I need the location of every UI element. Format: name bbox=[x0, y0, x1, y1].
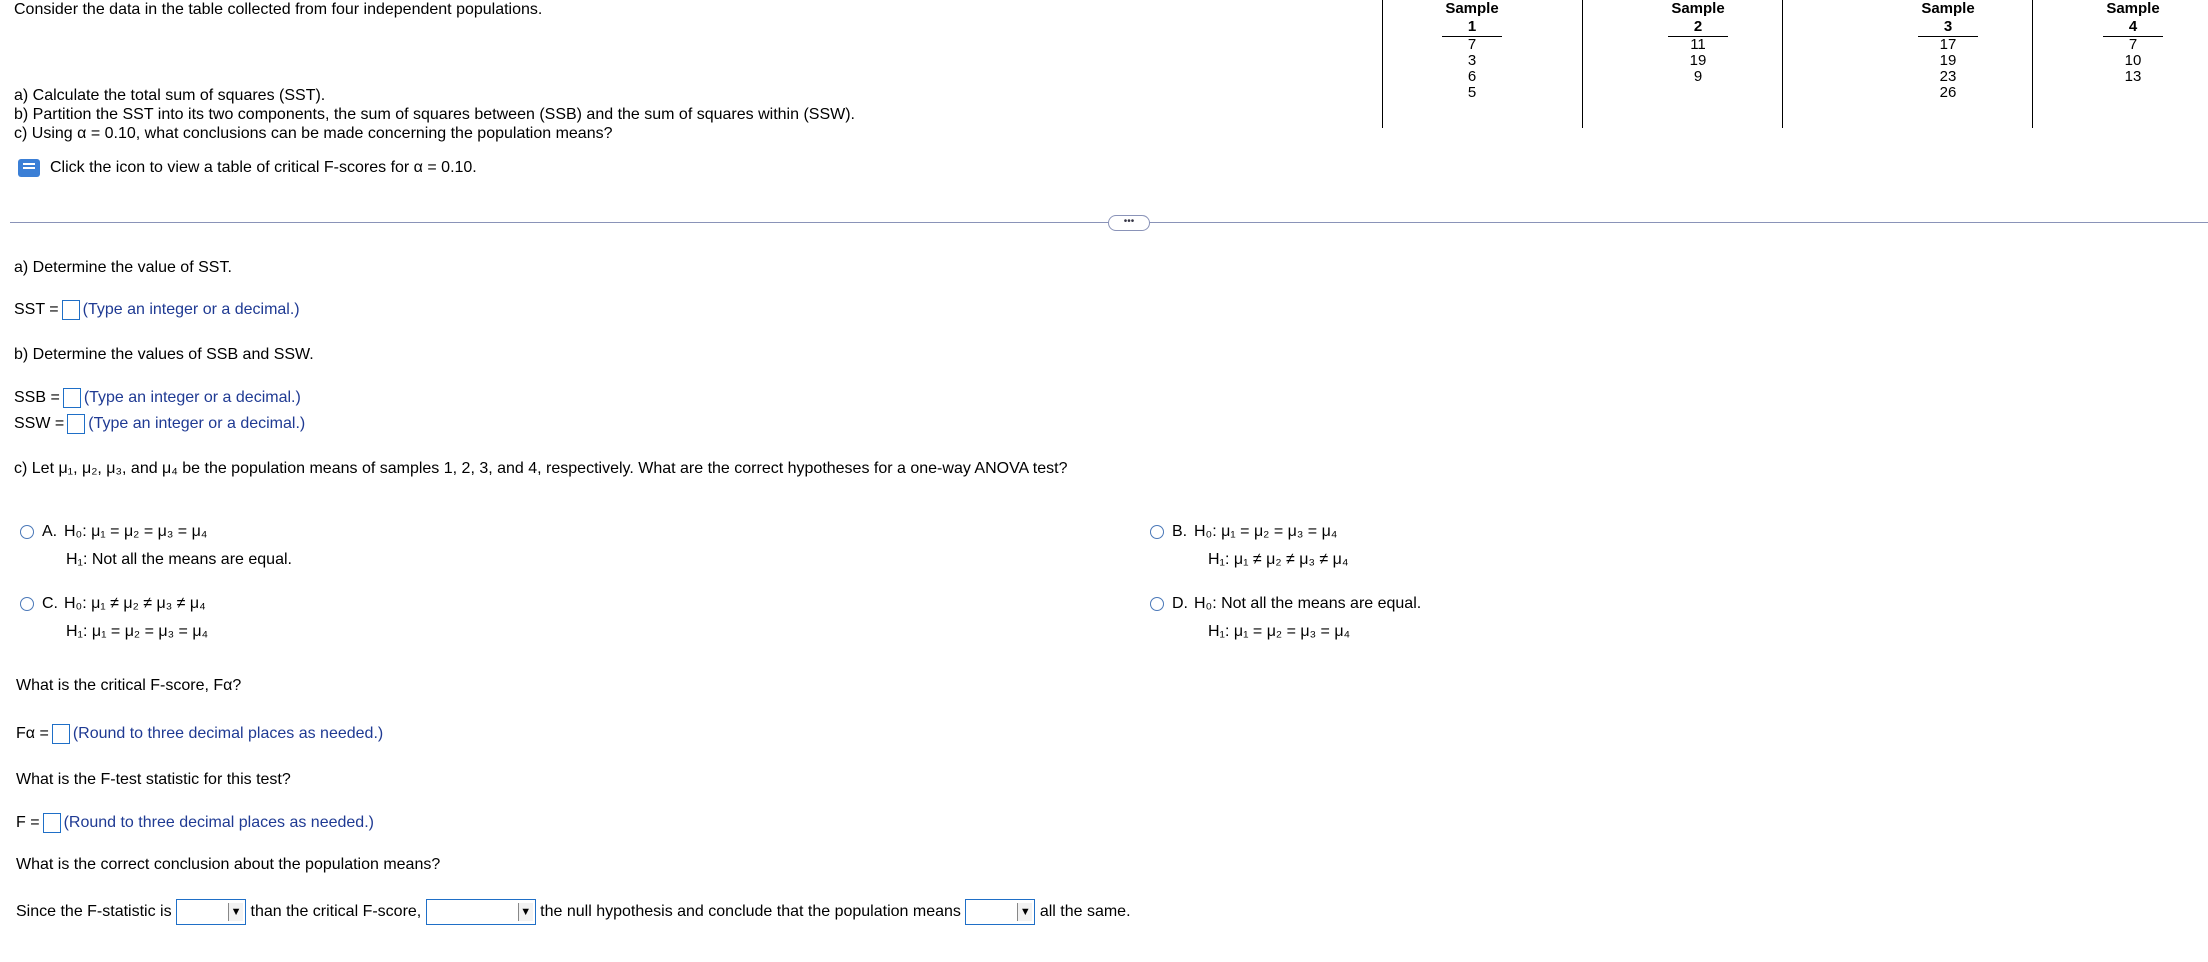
conclusion-part3: the null hypothesis and conclude that the population means bbox=[540, 903, 961, 921]
option-b[interactable]: B. H₀: μ₁ = μ₂ = μ₃ = μ₄ bbox=[1150, 522, 1337, 542]
ssw-input[interactable] bbox=[67, 414, 85, 434]
option-c[interactable]: C. H₀: μ₁ ≠ μ₂ ≠ μ₃ ≠ μ₄ bbox=[20, 594, 206, 614]
conclusion-row bbox=[16, 899, 1131, 925]
means-dropdown[interactable] bbox=[965, 899, 1035, 925]
ftest-row bbox=[16, 813, 374, 833]
option-d-h0: H₀: Not all the means are equal. bbox=[1194, 595, 1422, 612]
conclusion-part1: Since the F-statistic is bbox=[16, 903, 172, 921]
option-c-h1: H₁: μ₁ = μ₂ = μ₃ = μ₄ bbox=[66, 623, 209, 640]
book-icon[interactable] bbox=[18, 159, 40, 177]
task-b: b) Partition the SST into its two components, the sum of squares between (SSB) and the sum of squares within (SSW). bbox=[14, 106, 855, 123]
ssb-row bbox=[14, 388, 301, 408]
sst-hint: (Type an integer or a decimal.) bbox=[82, 301, 300, 319]
sample-column-2: Sample 2 11 19 9 bbox=[1598, 0, 1798, 85]
comparison-dropdown[interactable] bbox=[176, 899, 246, 925]
option-a-h1: H₁: Not all the means are equal. bbox=[66, 551, 292, 568]
part-a-question: a) Determine the value of SST. bbox=[14, 259, 232, 276]
intro-text: Consider the data in the table collected from four independent populations. bbox=[14, 1, 543, 18]
critical-hint: (Round to three decimal places as needed.) bbox=[72, 725, 384, 743]
critical-question: What is the critical F-score, Fα? bbox=[16, 677, 242, 694]
conclusion-question: What is the correct conclusion about the population means? bbox=[16, 856, 441, 873]
task-c: c) Using α = 0.10, what conclusions can be made concerning the population means? bbox=[14, 125, 613, 142]
option-a-radio[interactable] bbox=[20, 525, 34, 539]
ftest-input[interactable] bbox=[43, 813, 61, 833]
decision-dropdown[interactable] bbox=[426, 899, 536, 925]
ssb-input[interactable] bbox=[63, 388, 81, 408]
option-b-h1: H₁: μ₁ ≠ μ₂ ≠ μ₃ ≠ μ₄ bbox=[1208, 551, 1349, 568]
ftest-hint: (Round to three decimal places as needed.) bbox=[63, 814, 374, 832]
part-b-question: b) Determine the values of SSB and SSW. bbox=[14, 346, 314, 363]
task-a: a) Calculate the total sum of squares (SST). bbox=[14, 87, 326, 104]
critical-table-link-text[interactable]: Click the icon to view a table of critical F-scores for α = 0.10. bbox=[50, 159, 477, 176]
chevron-down-icon[interactable]: ▼ bbox=[1017, 903, 1032, 921]
sample-column-3: Sample 3 17 19 23 26 bbox=[1848, 0, 2048, 101]
conclusion-part4: all the same. bbox=[1039, 903, 1131, 921]
sample-column-4: Sample 4 7 10 13 bbox=[2060, 0, 2206, 85]
option-c-radio[interactable] bbox=[20, 597, 34, 611]
option-a[interactable]: A. H₀: μ₁ = μ₂ = μ₃ = μ₄ bbox=[20, 522, 207, 542]
option-b-h0: H₀: μ₁ = μ₂ = μ₃ = μ₄ bbox=[1194, 523, 1338, 540]
expand-toggle[interactable]: ••• bbox=[1108, 215, 1150, 231]
option-a-h0: H₀: μ₁ = μ₂ = μ₃ = μ₄ bbox=[64, 523, 208, 540]
chevron-down-icon[interactable]: ▼ bbox=[518, 903, 533, 921]
ftest-question: What is the F-test statistic for this test? bbox=[16, 771, 291, 788]
sst-label: SST = bbox=[14, 301, 59, 319]
option-c-h0: H₀: μ₁ ≠ μ₂ ≠ μ₃ ≠ μ₄ bbox=[64, 595, 206, 612]
ssw-row bbox=[14, 414, 305, 434]
critical-row bbox=[16, 724, 383, 744]
critical-label: Fα = bbox=[16, 725, 49, 743]
sst-row bbox=[14, 300, 300, 320]
ssw-hint: (Type an integer or a decimal.) bbox=[88, 415, 306, 433]
ssw-label: SSW = bbox=[14, 415, 65, 433]
sample-column-1: Sample 1 7 3 6 5 bbox=[1372, 0, 1572, 101]
ssb-hint: (Type an integer or a decimal.) bbox=[83, 389, 301, 407]
option-d-h1: H₁: μ₁ = μ₂ = μ₃ = μ₄ bbox=[1208, 623, 1351, 640]
option-d-radio[interactable] bbox=[1150, 597, 1164, 611]
critical-table-link[interactable] bbox=[18, 158, 477, 178]
ssb-label: SSB = bbox=[14, 389, 60, 407]
option-b-radio[interactable] bbox=[1150, 525, 1164, 539]
ftest-label: F = bbox=[16, 814, 40, 832]
part-c-question: c) Let μ₁, μ₂, μ₃, and μ₄ be the population means of samples 1, 2, 3, and 4, respectively. What are the correct hypotheses for a one-way ANOVA test? bbox=[14, 460, 1068, 477]
option-d[interactable]: D. H₀: Not all the means are equal. bbox=[1150, 594, 1421, 614]
conclusion-part2: than the critical F-score, bbox=[250, 903, 422, 921]
critical-input[interactable] bbox=[52, 724, 70, 744]
chevron-down-icon[interactable]: ▼ bbox=[228, 903, 243, 921]
sst-input[interactable] bbox=[62, 300, 80, 320]
